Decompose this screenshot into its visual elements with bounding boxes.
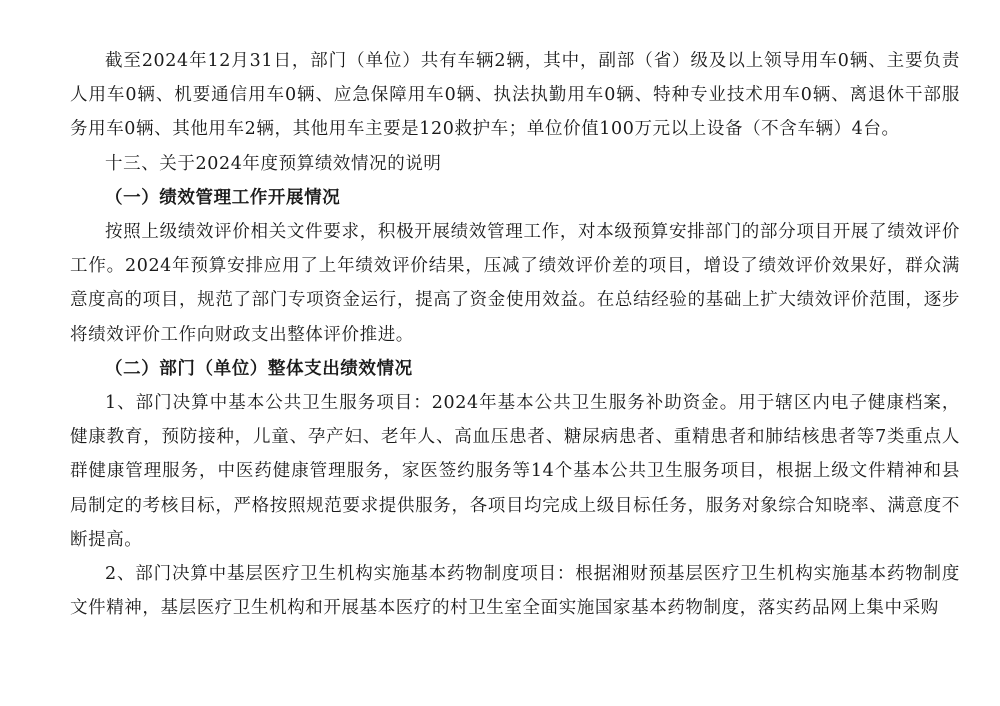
- section-heading-13: 十三、关于2024年度预算绩效情况的说明: [105, 153, 442, 174]
- document-body: [70, 44, 960, 625]
- paragraph-essential-drugs-project: 2、部门决算中基层医疗卫生机构实施基本药物制度项目：根据湘财预基层医疗卫生机构实施基本药物制度文件精神，基层医疗卫生机构和开展基本医疗的村卫生室全面实施国家基本药物制度，落实药品网上集中采购: [70, 564, 960, 619]
- paragraph-performance-management: 按照上级绩效评价相关文件要求，积极开展绩效管理工作，对本级预算安排部门的部分项目开展了绩效评价工作。2024年预算安排应用了上年绩效评价结果，压减了绩效评价差的项目，增设了绩效评价效果好，群众满意度高的项目，规范了部门专项资金运行，提高了资金使用效益。在总结经验的基础上扩大绩效评价范围，逐步将绩效评价工作向财政支出整体评价推进。: [70, 222, 960, 345]
- subheading-overall-expenditure: （二）部门（单位）整体支出绩效情况: [105, 358, 413, 379]
- paragraph-vehicles: 截至2024年12月31日，部门（单位）共有车辆2辆，其中，副部（省）级及以上领导用车0辆、主要负责人用车0辆、机要通信用车0辆、应急保障用车0辆、执法执勤用车0辆、特种专业技术用车0辆、离退休干部服务用车0辆、其他用车2辆，其他用车主要是120救护车；单位价值100万元以上设备（不含车辆）4台。: [70, 51, 960, 140]
- subheading-performance-management: （一）绩效管理工作开展情况: [105, 187, 341, 208]
- paragraph-public-health-project: 1、部门决算中基本公共卫生服务项目：2024年基本公共卫生服务补助资金。用于辖区内电子健康档案，健康教育，预防接种，儿童、孕产妇、老年人、高血压患者、糖尿病患者、重精患者和肺结核患者等7类重点人群健康管理服务，中医药健康管理服务，家医签约服务等14个基本公共卫生服务项目，根据上级文件精神和县局制定的考核目标，严格按照规范要求提供服务，各项目均完成上级目标任务，服务对象综合知晓率、满意度不断提高。: [70, 393, 960, 550]
